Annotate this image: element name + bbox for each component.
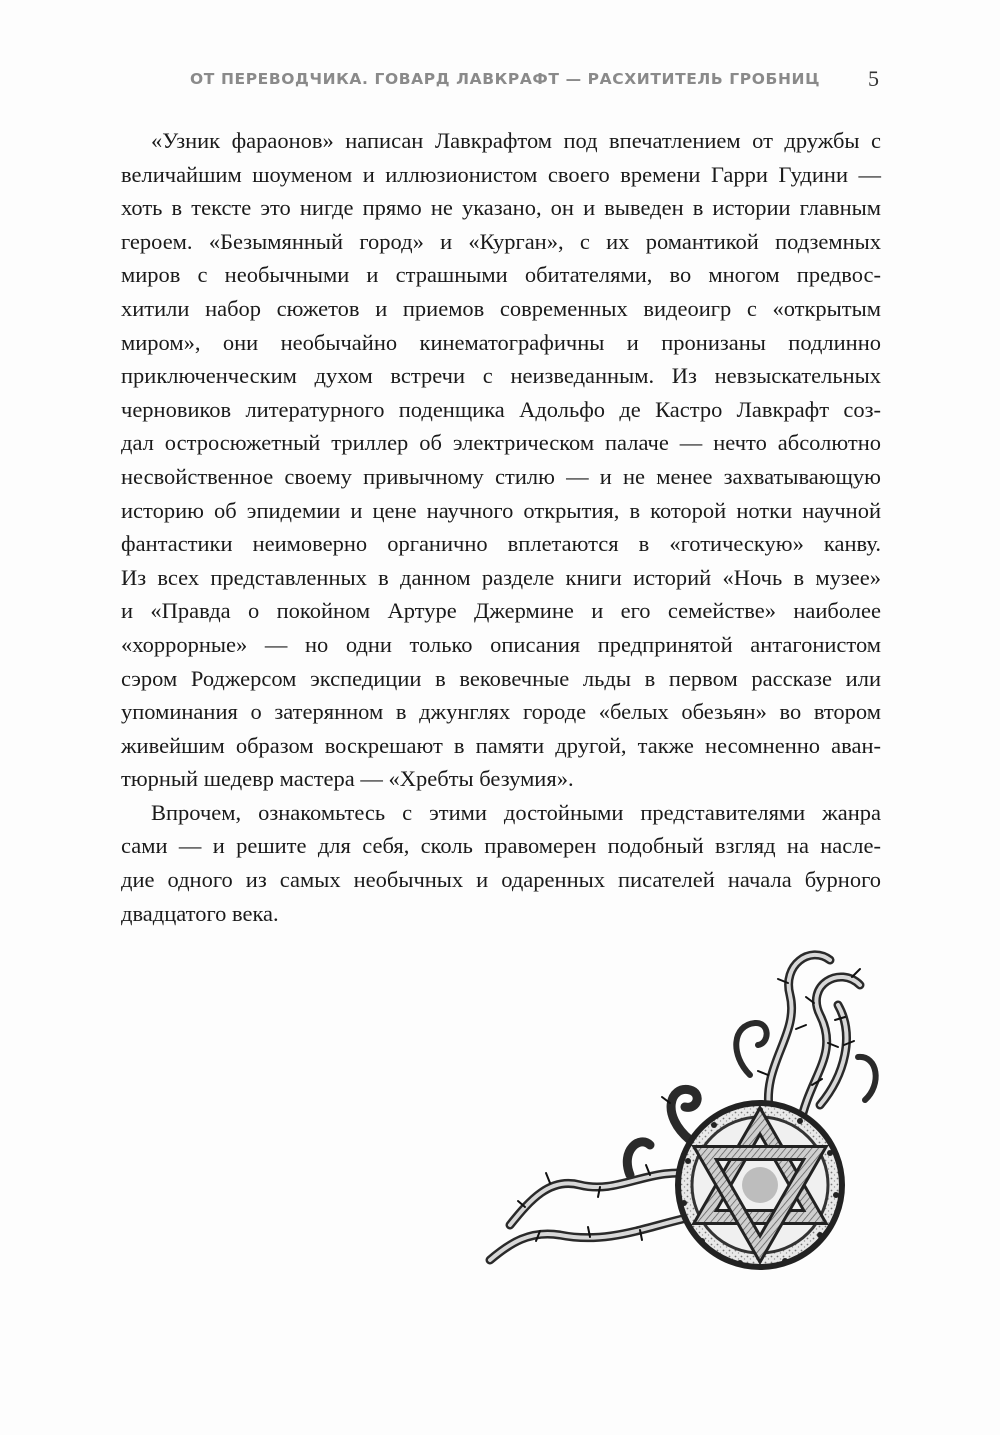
page-number: 5 [868,66,879,91]
paragraph-1 [121,124,881,796]
hexagram-ornament-icon [470,925,890,1275]
text-line: сами — и решите для себя, сколь правомерен подобный взгляд на насле- [121,833,881,859]
text-line: и «Правда о покойном Артуре Джермине и его семействе» наиболее [121,598,881,624]
paragraph-2 [121,796,881,930]
running-title: ОТ ПЕРЕВОДЧИКА. ГОВАРД ЛАВКРАФТ — РАСХИТИТЕЛЬ ГРОБНИЦ [190,70,821,88]
hexagram-medallion [678,1103,842,1267]
text-line: миров с необычными и страшными обитателями, во многом предвос- [121,262,881,288]
text-line: Впрочем, ознакомьтесь с этими достойными представителями жанра [151,799,881,825]
text-line: живейшим образом воскрешают в памяти другой, также несомненно аван- [121,732,881,758]
text-line: двадцатого века. [121,900,279,926]
text-line: фантастики неимоверно органично вплетаются в «готическую» канву. [121,531,881,557]
text-line: дал остросюжетный триллер об электрическом палаче — нечто абсолютно [121,430,881,456]
text-line: «Узник фараонов» написан Лавкрафтом под впечатлением от дружбы с [151,128,881,153]
text-line: несвойственное своему привычному стилю — и не менее захватывающую [121,463,881,489]
text-line: Из всех представленных в данном разделе книги историй «Ночь в музее» [121,564,881,590]
text-line: величайшим шоуменом и иллюзионистом своего времени Гарри Гудини — [121,161,881,187]
text-line: хоть в тексте это нигде прямо не указано, он и выведен в истории главным [121,195,881,221]
body-text [121,124,881,930]
text-line: дие одного из самых необычных и одаренных писателей начала бурного [121,867,881,893]
text-line: приключенческим духом встречи с неизведанным. Из невзыскательных [121,363,881,389]
text-line: миром», они необычайно кинематографичны и пронизаны подлинно [121,329,881,355]
text-line: упоминания о затерянном в джунглях городе «белых обезьян» во втором [121,699,881,725]
text-line: тюрный шедевр мастера — «Хребты безумия». [121,766,574,792]
text-line: героем. «Безымянный город» и «Курган», с их романтикой подземных [121,228,881,254]
text-line: черновиков литературного поденщика Адольфо де Кастро Лавкрафт соз- [121,396,881,422]
text-line: сэром Роджерсом экспедиции в вековечные льды в первом рассказе или [121,665,881,691]
text-line: «хоррорные» — но одни только описания предпринятой антагонистом [121,631,881,657]
text-line: хитили набор сюжетов и приемов современных видеоигр с «открытым [121,295,881,321]
text-line: историю об эпидемии и цене научного открытия, в которой нотки научной [121,497,881,523]
